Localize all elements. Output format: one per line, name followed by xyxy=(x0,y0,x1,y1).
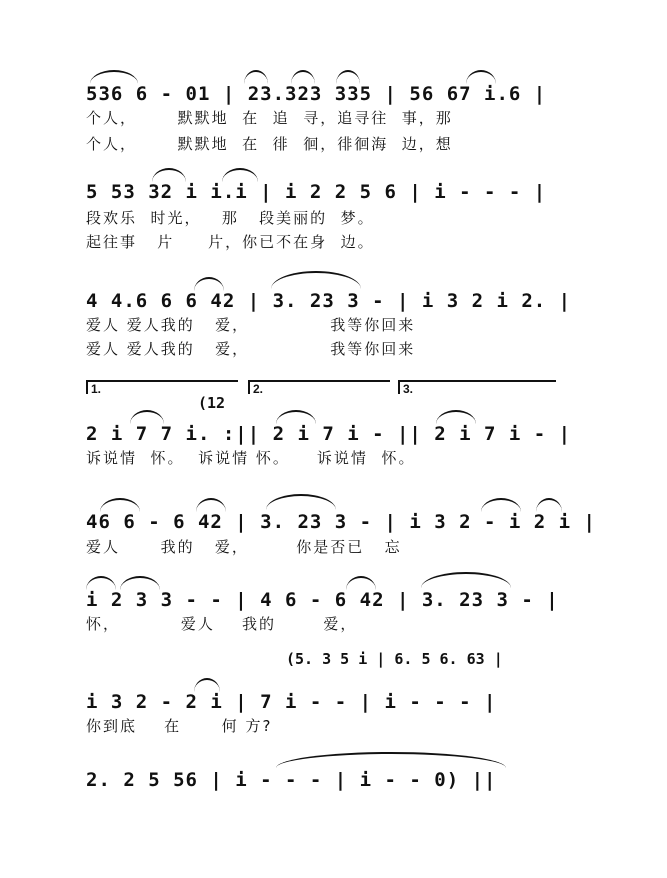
lyric-line: 个人， 默默地 在 徘 徊，徘徊海 边，想 xyxy=(86,135,453,153)
score-line-5 xyxy=(86,508,596,536)
slur xyxy=(152,168,186,182)
tie xyxy=(276,752,506,768)
lyric-line: 段欢乐 时光， 那 段美丽的 梦。 xyxy=(86,209,375,227)
notation: 4 4.6 6 6 42 | 3. 23 3 - | i 3 2 i 2. | xyxy=(86,290,572,312)
lyric-line: 爱人 爱人我的 爱， 我等你回来 xyxy=(86,316,416,334)
slur xyxy=(276,410,316,424)
score-line-1 xyxy=(86,80,566,108)
slur xyxy=(194,678,220,692)
slur xyxy=(466,70,496,84)
score-line-8 xyxy=(86,766,566,794)
cue-notes: (5. 3 5 i | 6. 5 6. 63 | xyxy=(286,650,503,668)
notation: 2. 2 5 56 | i - - - | i - - 0) || xyxy=(86,769,497,791)
slur xyxy=(346,576,376,590)
slur xyxy=(100,498,140,512)
slur xyxy=(421,572,511,588)
volta-2: 2. xyxy=(248,380,390,394)
notation: 46 6 - 6 42 | 3. 23 3 - | i 3 2 - i 2 i | xyxy=(86,511,596,533)
slur xyxy=(86,576,116,590)
slur xyxy=(291,70,315,84)
notation: 2 i 7 7 i. :|| 2 i 7 i - || 2 i 7 i - | xyxy=(86,423,572,445)
slur xyxy=(222,168,258,182)
lyric-line: 怀， 爱人 我的 爱， xyxy=(86,615,358,633)
volta-3: 3. xyxy=(398,380,556,394)
lyric-line: 你到底 在 何 方? xyxy=(86,717,273,735)
slur xyxy=(130,410,164,424)
slur xyxy=(271,271,361,289)
lyric-line: 爱人 我的 爱， 你是否已 忘 xyxy=(86,538,402,556)
score-line-2 xyxy=(86,178,566,206)
score-line-7 xyxy=(86,688,566,716)
slur xyxy=(196,498,226,512)
lyric-line: 个人， 默默地 在 追 寻，追寻往 事，那 xyxy=(86,109,453,127)
notation: i 2 3 3 - - | 4 6 - 6 42 | 3. 23 3 - | xyxy=(86,589,559,611)
lyric-line: 起往事 片 片，你已不在身 边。 xyxy=(86,233,375,251)
score-line-3 xyxy=(86,287,572,315)
slur xyxy=(436,410,476,424)
notation: i 3 2 - 2 i | 7 i - - | i - - - | xyxy=(86,691,497,713)
slur xyxy=(266,494,336,510)
slur xyxy=(194,277,224,291)
slur xyxy=(120,576,160,590)
score-line-6 xyxy=(86,586,566,614)
notation: 536 6 - 01 | 23.323 335 | 56 67 i.6 | xyxy=(86,83,547,105)
slur xyxy=(536,498,562,512)
slur xyxy=(90,70,138,84)
notation: 5 53 32 i i.i | i 2 2 5 6 | i - - - | xyxy=(86,181,547,203)
cue-notes: (12 xyxy=(198,394,226,412)
slur xyxy=(481,498,521,512)
slur xyxy=(244,70,268,84)
lyric-line: 爱人 爱人我的 爱， 我等你回来 xyxy=(86,340,416,358)
score-line-4 xyxy=(86,420,572,448)
lyric-line: 诉说情 怀。 诉说情 怀。 诉说情 怀。 xyxy=(86,449,416,467)
volta-1: 1. xyxy=(86,380,238,394)
slur xyxy=(336,70,360,84)
